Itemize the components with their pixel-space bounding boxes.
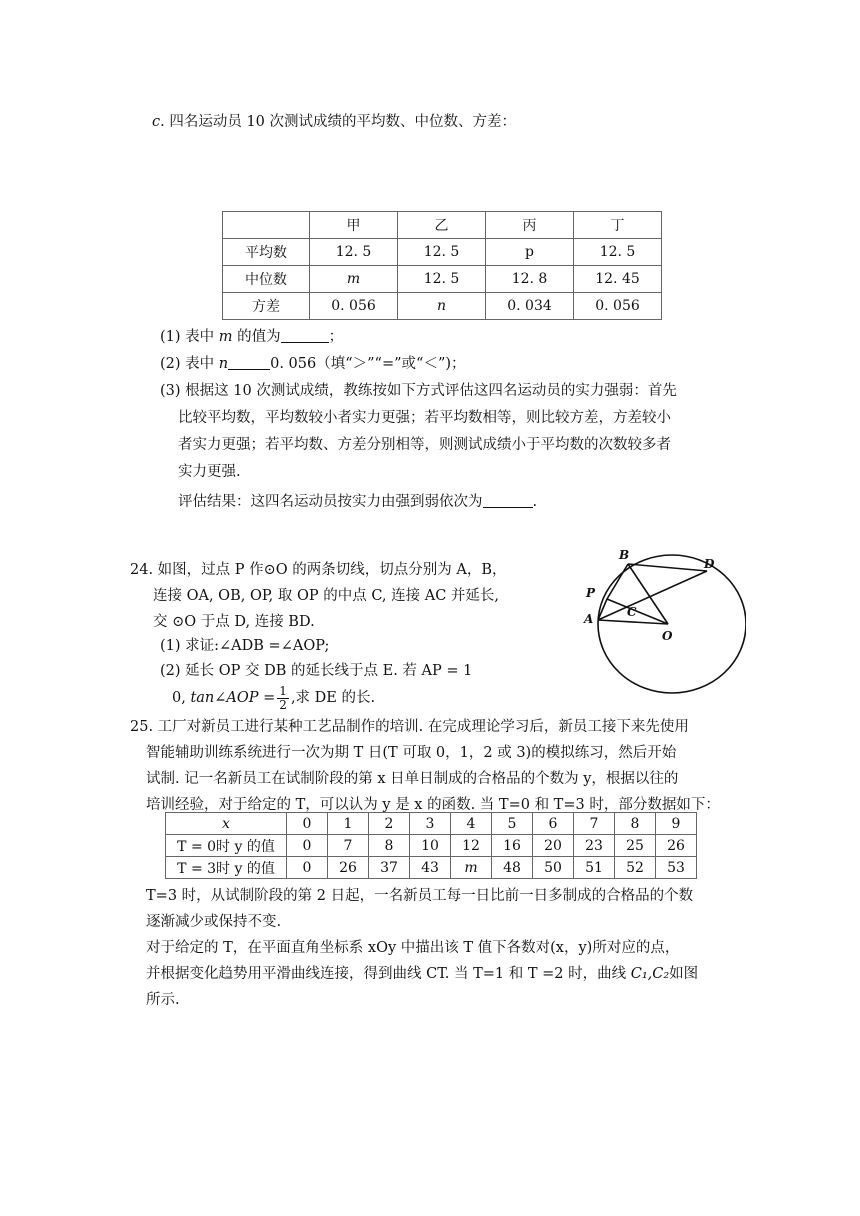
table-cell: 37 bbox=[369, 857, 410, 879]
label-a: A bbox=[584, 612, 594, 626]
table-cell: 53 bbox=[656, 857, 697, 879]
q25-line4: 培训经验，对于给定的 T，可以认为 y 是 x 的函数. 当 T=0 和 T=3 时，部分数据如下： bbox=[146, 797, 720, 813]
table-cell: m bbox=[451, 857, 492, 879]
table-cell: m bbox=[310, 266, 398, 293]
table-row bbox=[166, 813, 697, 835]
segment-ad bbox=[598, 571, 707, 620]
table-cell: 12. 8 bbox=[486, 266, 574, 293]
q25-after4: 并根据变化趋势用平滑曲线连接，得到曲线 CT. 当 T=1 和 T =2 时，曲线 C₁,C₂如图 bbox=[146, 966, 699, 982]
q24-line2: 连接 OA, OB, OP, 取 OP 的中点 C, 连接 AC 并延长, bbox=[153, 588, 500, 604]
q25-line3: 试制. 记一名新员工在试制阶段的第 x 日单日制成的合格品的个数为 y，根据以往的 bbox=[146, 771, 679, 787]
table-cell: 2 bbox=[369, 813, 410, 835]
fraction-one-half: $\frac{1}{2}$ bbox=[279, 683, 287, 712]
table-cell: 0 bbox=[287, 835, 328, 857]
table-cell: 20 bbox=[533, 835, 574, 857]
table-header: 丙 bbox=[486, 212, 574, 239]
table-cell bbox=[223, 212, 310, 239]
table-cell: 3 bbox=[410, 813, 451, 835]
q25-line2: 智能辅助训练系统进行一次为期 T 日(T 可取 0，1，2 或 3)的模拟练习，然后开始 bbox=[146, 745, 677, 761]
table-cell: 4 bbox=[451, 813, 492, 835]
label-d: D bbox=[704, 557, 715, 571]
table-cell: 0. 034 bbox=[486, 293, 574, 320]
table-cell: 12. 5 bbox=[310, 239, 398, 266]
q25-after3: 对于给定的 T，在平面直角坐标系 xOy 中描出该 T 值下各数对(x，y)所对应的点， bbox=[146, 940, 680, 956]
table-row bbox=[223, 293, 662, 320]
table-row bbox=[166, 857, 697, 879]
stats-table bbox=[222, 211, 662, 320]
segment-pb bbox=[607, 564, 628, 599]
q25-after1: T=3 时，从试制阶段的第 2 日起，一名新员工每一日比前一日多制成的合格品的个数 bbox=[146, 888, 694, 904]
table-cell: 8 bbox=[615, 813, 656, 835]
q23-part3-line4: 实力更强. bbox=[178, 464, 241, 480]
row-label: T = 0时 y 的值 bbox=[166, 835, 287, 857]
table-row bbox=[166, 835, 697, 857]
answer-blank[interactable] bbox=[281, 328, 329, 343]
table-row bbox=[223, 212, 662, 239]
table-cell: 1 bbox=[328, 813, 369, 835]
segment-bd bbox=[628, 564, 707, 571]
table-cell: 8 bbox=[369, 835, 410, 857]
table-row bbox=[223, 239, 662, 266]
table-header: 甲 bbox=[310, 212, 398, 239]
q23-part3-line3: 者实力更强；若平均数、方差分别相等，则测试成绩小于平均数的次数较多者 bbox=[178, 437, 671, 453]
table-cell: 50 bbox=[533, 857, 574, 879]
table-cell: 52 bbox=[615, 857, 656, 879]
table-cell: 12 bbox=[451, 835, 492, 857]
q23-part3-result: 评估结果：这四名运动员按实力由强到弱依次为 . bbox=[178, 494, 538, 510]
table-cell: 7 bbox=[328, 835, 369, 857]
table-cell: 16 bbox=[492, 835, 533, 857]
table-cell: 12. 45 bbox=[574, 266, 662, 293]
q23-part3-line1: (3) 根据这 10 次测试成绩，教练按如下方式评估这四名运动员的实力强弱：首先 bbox=[160, 383, 677, 399]
q24-line3: 交 ⊙O 于点 D, 连接 BD. bbox=[153, 614, 315, 630]
table-cell: 26 bbox=[328, 857, 369, 879]
answer-blank[interactable] bbox=[228, 355, 270, 370]
table-cell: 5 bbox=[492, 813, 533, 835]
label-o: O bbox=[662, 629, 673, 643]
table-cell: 12. 5 bbox=[398, 266, 486, 293]
q25-after2: 逐渐减少或保持不变. bbox=[146, 914, 282, 930]
table-cell: 25 bbox=[615, 835, 656, 857]
q24-part2-cont: 0, tan∠AOP = $\frac{1}{2}$ ,求 DE 的长. bbox=[172, 683, 376, 712]
table-cell: 0 bbox=[287, 857, 328, 879]
segment-oa bbox=[598, 620, 668, 624]
table-cell: 12. 5 bbox=[574, 239, 662, 266]
table-row bbox=[223, 266, 662, 293]
table-cell: 43 bbox=[410, 857, 451, 879]
table-cell: p bbox=[486, 239, 574, 266]
table-header: 乙 bbox=[398, 212, 486, 239]
row-label: T = 3时 y 的值 bbox=[166, 857, 287, 879]
table-cell: 48 bbox=[492, 857, 533, 879]
table-cell: 6 bbox=[533, 813, 574, 835]
q23-part1: (1) 表中 m 的值为 ； bbox=[160, 329, 344, 345]
table-cell: n bbox=[398, 293, 486, 320]
q25-after5: 所示. bbox=[146, 992, 180, 1008]
q25-line1: 25. 工厂对新员工进行某种工艺品制作的培训. 在完成理论学习后，新员工接下来先使用 bbox=[130, 719, 689, 735]
table-cell: 26 bbox=[656, 835, 697, 857]
table-cell: 23 bbox=[574, 835, 615, 857]
xy-table bbox=[165, 812, 697, 879]
q24-line1: 24. 如图，过点 P 作⊙O 的两条切线，切点分别为 A，B， bbox=[130, 562, 507, 578]
row-label: 平均数 bbox=[223, 239, 310, 266]
answer-blank[interactable] bbox=[483, 493, 533, 508]
table-cell: 0. 056 bbox=[310, 293, 398, 320]
q24-part2: (2) 延长 OP 交 DB 的延长线于点 E. 若 AP = 1 bbox=[160, 663, 473, 679]
table-cell: 10 bbox=[410, 835, 451, 857]
row-label: 方差 bbox=[223, 293, 310, 320]
row-label: 中位数 bbox=[223, 266, 310, 293]
table-cell: 51 bbox=[574, 857, 615, 879]
table-header: 丁 bbox=[574, 212, 662, 239]
table-cell: 12. 5 bbox=[398, 239, 486, 266]
circle-tangent-figure bbox=[576, 544, 746, 694]
table-cell: 7 bbox=[574, 813, 615, 835]
table-cell: 0 bbox=[287, 813, 328, 835]
q23-part3-line2: 比较平均数，平均数较小者实力更强；若平均数相等，则比较方差，方差较小 bbox=[178, 410, 671, 426]
table-cell: 9 bbox=[656, 813, 697, 835]
label-p: P bbox=[586, 586, 596, 600]
table-cell: 0. 056 bbox=[574, 293, 662, 320]
q23-part2: (2) 表中 n 0. 056（填“＞”“=”或“＜”)； bbox=[160, 356, 466, 372]
q23c-intro: c. 四名运动员 10 次测试成绩的平均数、中位数、方差： bbox=[152, 114, 517, 130]
row-label: x bbox=[166, 813, 287, 835]
label-b: B bbox=[619, 548, 630, 562]
label-c: C bbox=[627, 605, 637, 619]
q24-part1: (1) 求证:∠ADB =∠AOP; bbox=[160, 638, 330, 654]
